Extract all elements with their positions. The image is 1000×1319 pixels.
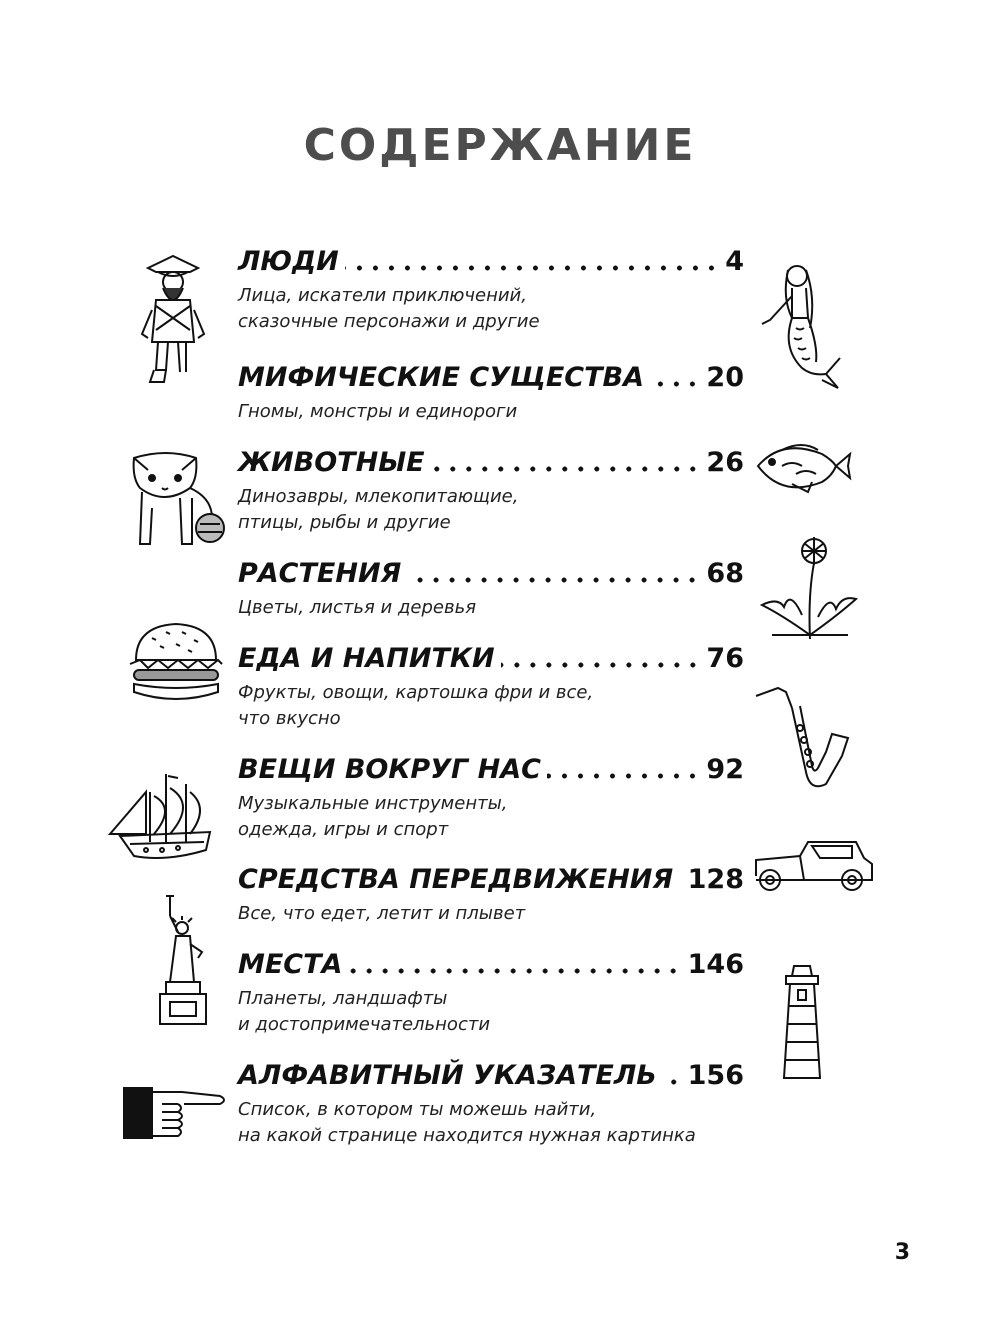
toc-heading-row xyxy=(238,246,744,277)
dot-leader xyxy=(663,1079,682,1085)
dandelion-icon xyxy=(752,535,862,645)
car-icon xyxy=(752,838,876,894)
section-name: ВЕЩИ ВОКРУГ НАС xyxy=(238,754,541,785)
dot-leader xyxy=(547,773,700,779)
description-line: Все, что едет, летит и плывет xyxy=(238,903,526,924)
dot-leader xyxy=(348,968,681,974)
toc-heading-row xyxy=(238,643,744,674)
section-description xyxy=(238,986,744,1038)
toc-heading-row xyxy=(238,1060,744,1091)
description-line: Список, в котором ты можешь найти, xyxy=(238,1099,597,1120)
dot-leader xyxy=(501,662,701,668)
section-name: МЕСТА xyxy=(238,949,343,980)
toc-entry-food-and-drinks[interactable] xyxy=(238,643,744,732)
sailing-ship-icon xyxy=(106,772,226,864)
description-line: Лица, искатели приключений, xyxy=(238,285,527,306)
red-panda-icon xyxy=(126,448,226,548)
section-description xyxy=(238,901,744,927)
section-description xyxy=(238,399,744,425)
section-name: ЖИВОТНЫЕ xyxy=(238,447,425,478)
burger-icon xyxy=(126,620,226,706)
toc-heading-row xyxy=(238,362,744,393)
description-line: и достопримечательности xyxy=(238,1014,491,1035)
page-number: 128 xyxy=(687,864,744,895)
toc-entry-things-around-us[interactable] xyxy=(238,754,744,843)
toc-entry-alphabetical-index[interactable] xyxy=(238,1060,744,1149)
section-description xyxy=(238,484,744,536)
toc-heading-row xyxy=(238,949,744,980)
description-line: на какой странице находится нужная картинка xyxy=(238,1125,696,1146)
dot-leader xyxy=(650,381,700,387)
pointing-hand-icon xyxy=(120,1082,230,1142)
toc-heading-row xyxy=(238,864,744,895)
statue-of-liberty-icon xyxy=(148,892,218,1030)
section-name: МИФИЧЕСКИЕ СУЩЕСТВА xyxy=(238,362,645,393)
dot-leader xyxy=(407,577,700,583)
page-number: 76 xyxy=(706,643,744,674)
section-name: СРЕДСТВА ПЕРЕДВИЖЕНИЯ xyxy=(238,864,674,895)
toc-heading-row xyxy=(238,754,744,785)
dot-leader xyxy=(431,466,701,472)
section-description xyxy=(238,791,744,843)
dot-leader xyxy=(345,265,719,271)
description-line: птицы, рыбы и другие xyxy=(238,512,451,533)
toc-entry-transport[interactable] xyxy=(238,864,744,927)
toc-entry-places[interactable] xyxy=(238,949,744,1038)
mermaid-icon xyxy=(752,258,847,398)
page-number-footer: 3 xyxy=(894,1240,910,1265)
section-description xyxy=(238,595,744,621)
section-name: ЕДА И НАПИТКИ xyxy=(238,643,495,674)
section-name: ЛЮДИ xyxy=(238,246,339,277)
toc-heading-row xyxy=(238,447,744,478)
section-description xyxy=(238,283,744,335)
saxophone-icon xyxy=(752,684,852,800)
toc-entry-people[interactable] xyxy=(238,246,744,335)
page-number: 4 xyxy=(725,246,744,277)
page-number: 68 xyxy=(706,558,744,589)
description-line: сказочные персонажи и другие xyxy=(238,311,540,332)
lighthouse-icon xyxy=(772,962,832,1084)
description-line: Музыкальные инструменты, xyxy=(238,793,508,814)
page-title: СОДЕРЖАНИЕ xyxy=(303,120,697,171)
description-line: Гномы, монстры и единороги xyxy=(238,401,518,422)
toc-entry-animals[interactable] xyxy=(238,447,744,536)
description-line: Планеты, ландшафты xyxy=(238,988,448,1009)
description-line: одежда, игры и спорт xyxy=(238,819,449,840)
page-number: 20 xyxy=(706,362,744,393)
toc-entry-plants[interactable] xyxy=(238,558,744,621)
description-line: что вкусно xyxy=(238,708,341,729)
pirate-icon xyxy=(128,250,218,390)
section-description xyxy=(238,1097,744,1149)
section-name: АЛФАВИТНЫЙ УКАЗАТЕЛЬ xyxy=(238,1060,657,1091)
page-number: 146 xyxy=(687,949,744,980)
dot-leader xyxy=(679,883,681,889)
description-line: Цветы, листья и деревья xyxy=(238,597,477,618)
description-line: Динозавры, млекопитающие, xyxy=(238,486,519,507)
toc-heading-row xyxy=(238,558,744,589)
section-description xyxy=(238,680,744,732)
page-number: 26 xyxy=(706,447,744,478)
page-number: 156 xyxy=(687,1060,744,1091)
fish-icon xyxy=(752,436,852,500)
toc-entry-mythical-creatures[interactable] xyxy=(238,362,744,425)
description-line: Фрукты, овощи, картошка фри и все, xyxy=(238,682,594,703)
section-name: РАСТЕНИЯ xyxy=(238,558,402,589)
page-number: 92 xyxy=(706,754,744,785)
